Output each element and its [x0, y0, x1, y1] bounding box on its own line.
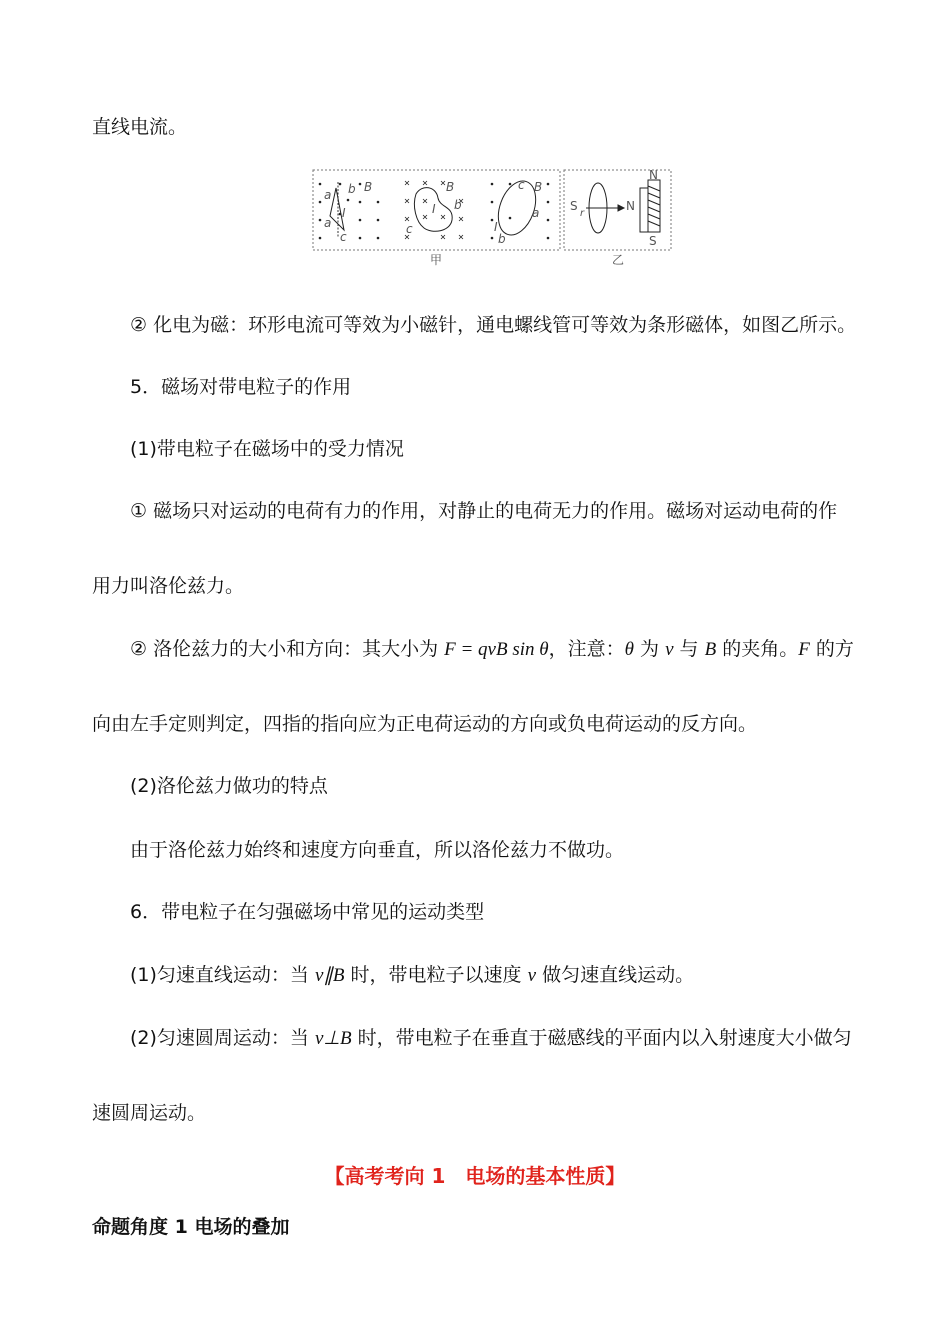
- text-line-straight-current: 直线电流。: [92, 116, 188, 138]
- text-segment: 时，带电粒子以速度: [344, 964, 528, 986]
- text-line-section-6: 6．带电粒子在匀强磁场中常见的运动类型: [130, 901, 485, 923]
- text-segment: 的夹角。: [716, 638, 799, 660]
- figure-label-a3: a: [532, 206, 540, 220]
- figure-label-S1: S: [570, 199, 578, 213]
- symbol-v: v: [527, 965, 537, 986]
- figure-caption-yi: 乙: [612, 253, 625, 267]
- magnetic-field-figure: [312, 168, 674, 266]
- condition-perpendicular: v⊥B: [314, 1028, 352, 1049]
- text-segment: ② 洛伦兹力的大小和方向：其大小为: [130, 638, 445, 660]
- figure-label-b1: b: [348, 182, 356, 196]
- figure-label-a2: a: [324, 216, 332, 230]
- text-line-lorentz-magnitude: [130, 637, 854, 662]
- figure-label-N2: N: [649, 168, 658, 182]
- text-line-section-5: 5．磁场对带电粒子的作用: [130, 376, 352, 398]
- figure-label-S2: S: [649, 234, 657, 248]
- text-line-no-work: 由于洛伦兹力始终和速度方向垂直，所以洛伦兹力不做功。: [130, 839, 625, 861]
- text-line-lorentz-name: 用力叫洛伦兹力。: [92, 575, 245, 597]
- text-segment: 与: [673, 638, 705, 660]
- text-line-work-feature: (2)洛伦兹力做功的特点: [130, 775, 328, 797]
- text-segment: 为: [633, 638, 666, 660]
- symbol-v: v: [665, 639, 674, 660]
- text-segment: 做匀速直线运动。: [536, 964, 695, 986]
- figure-label-B2: B: [446, 180, 455, 194]
- figure-label-c1: c: [340, 230, 347, 244]
- text-line-uniform-circular: [130, 1026, 852, 1051]
- text-line-circular-end: 速圆周运动。: [92, 1102, 207, 1124]
- figure-label-b2: b: [454, 198, 462, 212]
- text-segment: 时，带电粒子在垂直于磁感线的平面内以入射速度大小做匀: [351, 1027, 852, 1049]
- text-line-force-situation: (1)带电粒子在磁场中的受力情况: [130, 438, 404, 460]
- text-segment: (1)匀速直线运动：当: [130, 964, 315, 986]
- figure-label-I2: I: [432, 202, 436, 216]
- text-line-ring-current: ② 化电为磁：环形电流可等效为小磁针，通电螺线管可等效为条形磁体，如图乙所示。: [130, 314, 857, 336]
- figure-label-b3: b: [498, 232, 506, 246]
- symbol-theta: θ: [624, 639, 634, 660]
- figure-label-N1: N: [626, 199, 635, 213]
- section-heading: 【高考考向 1 电场的基本性质】: [324, 1164, 626, 1188]
- figure-label-c2: c: [406, 222, 413, 236]
- subfigure-ring-current: [586, 183, 624, 233]
- condition-parallel: v∥B: [314, 965, 345, 986]
- lorentz-formula: F = qvB sin θ: [444, 639, 549, 660]
- figure-label-r: r: [580, 208, 585, 219]
- figure-label-I3: I: [494, 220, 498, 234]
- symbol-F: F: [798, 639, 810, 660]
- figure-label-I1: I: [342, 206, 346, 220]
- figure-label-B3: B: [534, 180, 543, 194]
- figure-label-c3: c: [518, 178, 525, 192]
- text-segment: ，注意：: [548, 638, 625, 660]
- subheading: 命题角度 1 电场的叠加: [92, 1216, 290, 1238]
- text-line-left-hand-rule: 向由左手定则判定，四指的指向应为正电荷运动的方向或负电荷运动的反方向。: [92, 713, 758, 735]
- figure-caption-jia: 甲: [430, 253, 443, 267]
- text-line-force-on-moving: ① 磁场只对运动的电荷有力的作用，对静止的电荷无力的作用。磁场对运动电荷的作: [130, 500, 838, 522]
- text-segment: (2)匀速圆周运动：当: [130, 1027, 315, 1049]
- subfigure-solenoid: [640, 180, 660, 232]
- figure-label-B1: B: [364, 180, 373, 194]
- text-segment: 的方: [809, 638, 854, 660]
- text-line-uniform-linear: [130, 963, 694, 988]
- symbol-B: B: [704, 639, 717, 660]
- figure-label-a1: a: [324, 188, 332, 202]
